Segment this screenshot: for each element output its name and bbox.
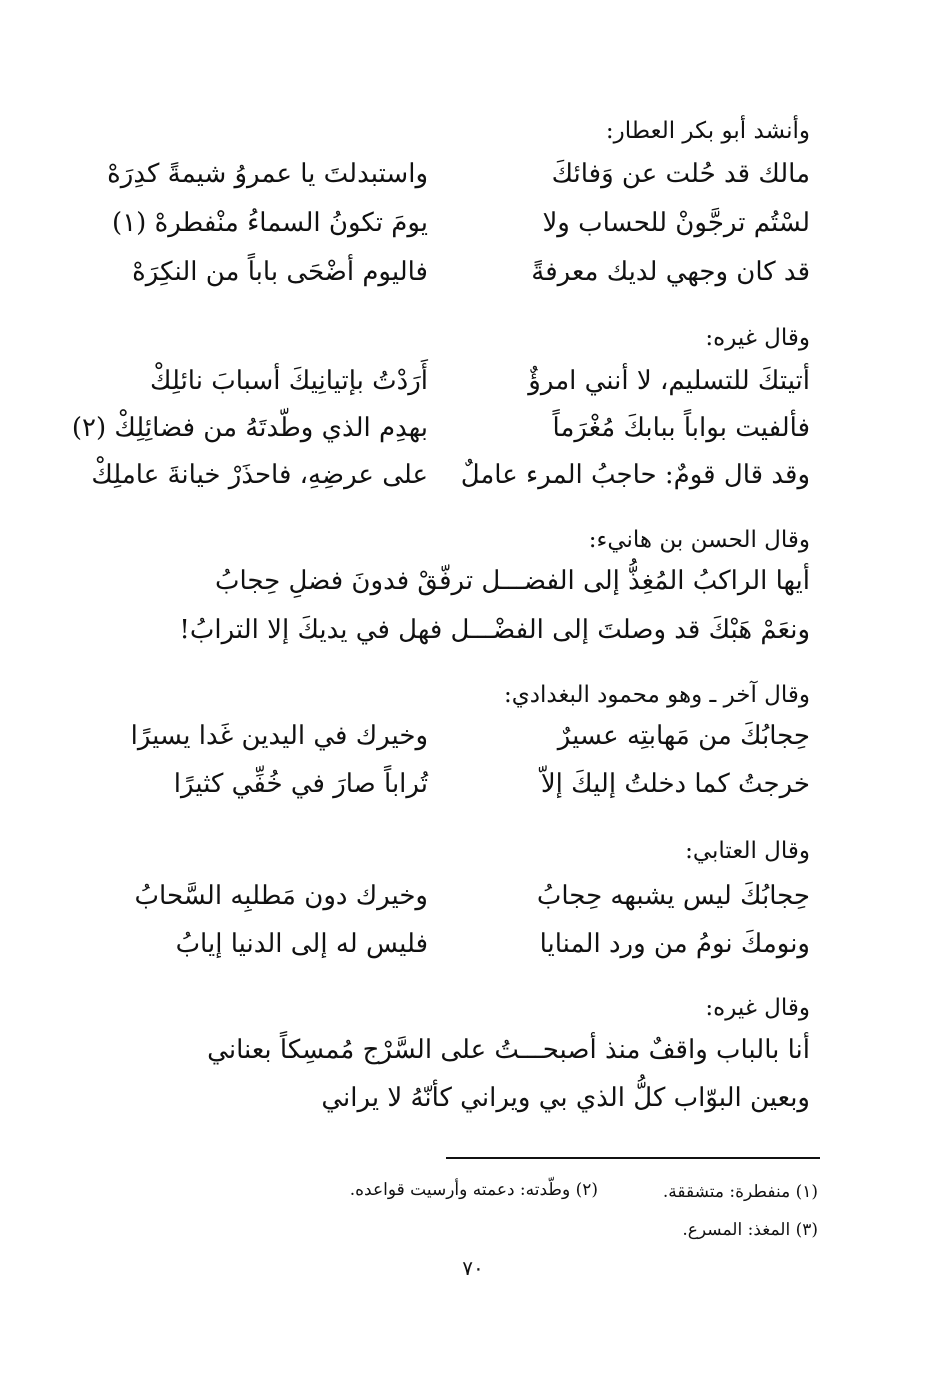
verse-left-hemistich: فليس له إلى الدنيا إيابُ	[175, 929, 428, 959]
footnote-divider	[446, 1157, 820, 1159]
verse-left-hemistich: على عرضِهِ، فاحذَرْ خيانةَ عاملِكْ	[91, 460, 428, 490]
section-intro: وأنشد أبو بكر العطار:	[605, 118, 810, 144]
verse-full-line: أنا بالباب واقفٌ منذ أصبحـــتُ على السَّرْج مُمسِكاً بعناني	[207, 1035, 810, 1065]
footnote-1: (١) منفطرة: متشققة.	[662, 1182, 818, 1202]
footnote-2: (٢) وطّدته: دعمته وأرسيت قواعده.	[349, 1180, 598, 1200]
verse-left-hemistich: يومَ تكونُ السماءُ منْفطرهْ (١)	[112, 208, 428, 238]
section-intro: وقال غيره:	[705, 995, 810, 1021]
verse-left-hemistich: وخيرك في اليدين غَدا يسيرًا	[130, 721, 428, 751]
section-intro: وقال آخر ـ وهو محمود البغدادي:	[503, 682, 810, 708]
verse-right-hemistich: قد كان وجهي لديك معرفةً	[531, 257, 810, 287]
section-intro: وقال العتابي:	[685, 838, 810, 864]
verse-right-hemistich: خرجتُ كما دخلتُ إليكَ إلاّ	[540, 769, 810, 799]
verse-full-line: ونعَمْ هَبْكَ قد وصلتَ إلى الفضْـــل فهل في يديكَ إلا الترابُ!	[179, 615, 810, 645]
section-intro: وقال الحسن بن هانيء:	[588, 527, 810, 553]
verse-left-hemistich: بهدِم الذي وطّدتَهُ من فضائِلِكْ (٢)	[71, 413, 428, 443]
footnote-3: (٣) المغذ: المسرع.	[682, 1220, 818, 1240]
page-number: ٧٠	[462, 1256, 484, 1280]
verse-right-hemistich: أتيتكَ للتسليم، لا أنني امرؤٌ	[528, 366, 810, 396]
verse-right-hemistich: حِجابُكَ ليس يشبهه حِجابُ	[536, 881, 810, 911]
verse-full-line: وبعين البوّاب كلُّ الذي بي ويراني كأنّهُ لا يراني	[321, 1083, 810, 1113]
verse-right-hemistich: مالك قد حُلت عن وَفائكَ	[551, 159, 810, 189]
verse-right-hemistich: حِجابُكَ من مَهابتِه عسيرٌ	[557, 721, 810, 751]
verse-right-hemistich: فألفيت بواباً ببابكَ مُغْرَماً	[552, 413, 810, 443]
verse-left-hemistich: أَرَدْتُ بإتيانِيكَ أسبابَ نائلِكْ	[150, 366, 428, 396]
verse-full-line: أيها الراكبُ المُغِذُّ إلى الفضـــل ترفّقْ فدونَ فضلِ حِجابُ	[214, 566, 810, 596]
verse-left-hemistich: فاليوم أضْحَى باباً من النكِرَهْ	[132, 257, 428, 287]
verse-left-hemistich: تُراباً صارَ في خُفِّي كثيرًا	[173, 769, 428, 799]
verse-left-hemistich: واستبدلتَ يا عمروُ شيمةً كدِرَهْ	[107, 159, 428, 189]
verse-right-hemistich: وقد قال قومٌ: حاجبُ المرء عاملٌ	[460, 460, 810, 490]
verse-right-hemistich: لسْتُم ترجَّونْ للحساب ولا	[542, 208, 810, 238]
verse-left-hemistich: وخيرك دون مَطلبِه السَّحابُ	[134, 881, 428, 911]
verse-right-hemistich: ونومكَ نومُ من ورد المنايا	[539, 929, 810, 959]
section-intro: وقال غيره:	[705, 325, 810, 351]
